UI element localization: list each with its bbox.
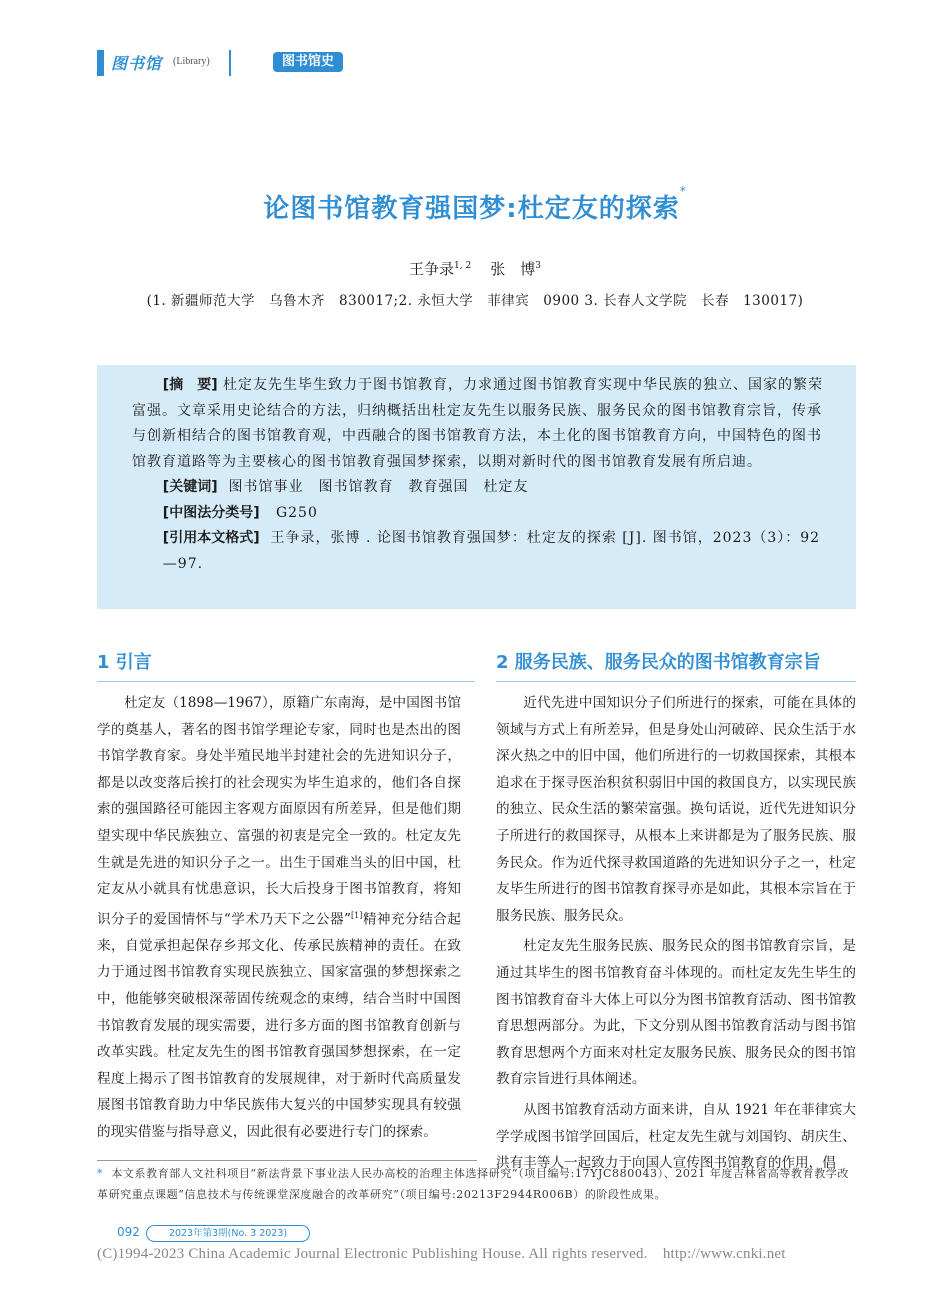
article-title [0,184,950,225]
abstract-text: 杜定友先生毕生致力于图书馆教育，力求通过图书馆教育实现中华民族的独立、国家的繁荣富强。文章采用史论结合的方法，归纳概括出杜定友先生以服务民族、服务民众的图书馆教育宗旨，传承与创新相结合的图书馆教育观，中西融合的图书馆教育方法，本土化的图书馆教育方向，中国特色的图书馆教育道路等为主要核心的图书馆教育强国梦探索，以期对新时代的图书馆教育发展有所启迪。 [132,377,824,470]
affiliations: (1. 新疆师范大学 乌鲁木齐 830017;2. 永恒大学 菲律宾 0900 3. 长春人文学院 长春 130017) [146,293,804,309]
page-number: 092 [117,1225,140,1239]
copyright-line: (C)1994-2023 China Academic Journal Electronic Publishing House. All rights reserved. http://www.cnki.net [97,1246,786,1262]
issue-badge: 2023年第3期(No. 3 2023) [146,1225,310,1242]
article-title-text: 论图书馆教育强国梦:杜定友的探索 [263,194,680,224]
author-2: 张 博 [490,260,536,278]
footnote [97,1163,857,1205]
abstract-box [97,365,856,609]
footnote-mark: * [97,1167,104,1180]
author-1: 王争录 [408,260,454,278]
header-accent-bar [97,50,104,76]
abstract-label: [摘 要] [162,377,218,393]
header-bracket [227,50,231,76]
authors [0,258,950,279]
journal-header [97,50,237,76]
section-2-heading: 2 服务民族、服务民众的图书馆教育宗旨 [496,652,821,673]
section-2-rule [496,681,856,682]
paragraph-text: 杜定友（1898—1967），原籍广东南海，是中国图书馆学的奠基人，著名的图书馆学理论专家，同时也是杰出的图书馆学教育家。身处半殖民地半封建社会的先进知识分子，都是以改变落后挨打的社会现实为毕生追求的，他们各自探索的强国路径可能因主客观方面原因有所差异，但是他们期望实现中华民族独立、富强的初衷是完全一致的。杜定友先生就是先进的知识分子之一。出生于国难当头的旧中国，杜定友从小就具有忧患意识，长大后投身于图书馆教育，将知识分子的爱国情怀与“学术乃天下之公器” [97,695,461,928]
keywords-label: [关键词] [162,479,218,495]
clc-label: [中图法分类号] [162,504,260,521]
footnote-text: 本文系教育部人文社科项目“新法背景下事业法人民办高校的治理主体选择研究”（项目编号:17YJC880043）、2021 年度吉林省高等教育教学改革研究重点课题“信息技术与传统课堂深度融合的改革研究”（项目编号:20213F2944R006B）的阶段性成果。 [97,1167,850,1201]
journal-logo-subtitle: (Library) [173,56,210,67]
author-1-affil: 1, 2 [454,261,472,271]
right-column [496,690,856,1177]
paragraph-text: 精神充分结合起来，自觉承担起保存乡邦文化、传承民族精神的责任。在致力于通过图书馆教育实现民族独立、国家富强的梦想探索之中，他能够突破根深蒂固传统观念的束缚，结合当时中国图书馆教育发展的现实需要，进行多方面的图书馆教育创新与改革实践。杜定友先生的图书馆教育强国梦想探索，在一定程度上揭示了图书馆教育的发展规律，对于新时代高质量发展图书馆教育助力中华民族伟大复兴的中国梦实现具有较强的现实借鉴与指导意义，因此很有必要进行专门的探索。 [97,911,461,1141]
section-2-paragraph-3: 从图书馆教育活动方面来讲，自从 1921 年在菲律宾大学学成图书馆学回国后，杜定友先生就与刘国钧、胡庆生、洪有丰等人一起致力于向国人宣传图书馆教育的作用，倡 [496,1101,856,1172]
citation [132,526,826,577]
abstract [132,373,826,475]
section-1-heading: 1 引言 [97,652,152,673]
section-2-paragraph-1: 近代先进中国知识分子们所进行的探索，可能在具体的领域与方式上有所差异，但是身处山河破碎、民众生活于水深火热之中的旧中国，他们所进行的一切救国探索，其根本追求在于探寻医治积贫积弱旧中国的救国良方，以实现民族的独立、民众生活的繁荣富强。换句话说，近代先进知识分子所进行的救国探寻，从根本上来讲都是为了服务民族、服务民众。作为近代探寻救国道路的先进知识分子之一，杜定友毕生所进行的图书馆教育探寻亦是如此，其根本宗旨在于服务民族、服务民众。 [496,695,856,924]
footnote-divider [97,1160,477,1161]
section-1-rule [97,681,475,682]
journal-logo: 图书馆 [111,54,163,73]
section-tag: 图书馆史 [273,52,343,72]
citation-text: 王争录，张博 . 论图书馆教育强国梦：杜定友的探索 [J]. 图书馆，2023（3）：92—97. [162,530,821,572]
clc-value: G250 [275,504,318,521]
section-1-paragraph [97,690,461,1146]
clc-number [132,501,826,527]
citation-label: [引用本文格式] [162,530,260,546]
author-2-affil: 3 [535,261,542,271]
keywords-text: 图书馆事业 图书馆教育 教育强国 杜定友 [228,479,529,495]
title-footnote-mark: * [679,184,687,198]
keywords [132,475,826,501]
section-2-paragraph-2: 杜定友先生服务民族、服务民众的图书馆教育宗旨，是通过其毕生的图书馆教育奋斗体现的。而杜定友先生毕生的图书馆教育奋斗大体上可以分为图书馆教育活动、图书馆教育思想两部分。为此，下文分别从图书馆教育活动与图书馆教育思想两个方面来对杜定友服务民族、服务民众的图书馆教育宗旨进行具体阐述。 [496,938,856,1088]
reference-mark: [1] [351,910,363,920]
left-column [97,690,461,1146]
